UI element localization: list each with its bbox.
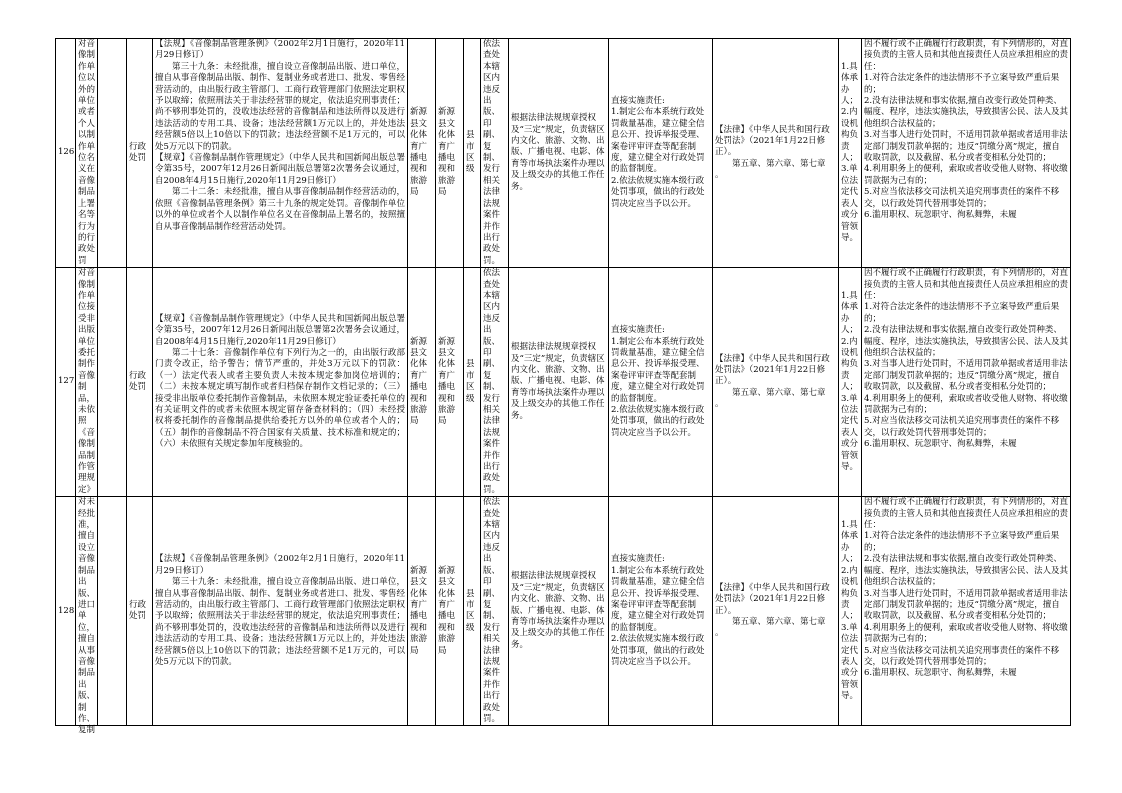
row-number: 127 (56, 268, 76, 497)
responsibility: 依法查处本辖区内违反出版、印刷、复制、发行相关法律法规案件并作出行政处罚。 (481, 497, 509, 726)
item-name: 对音像制作单位以外的单位或者个人以制作单位名义在音像制品上署名等行为的行政处罚 (76, 39, 98, 268)
liability-list: 因不履行或不正确履行行政职责，有下列情形的，对直接负责的主管人员和其他直接责任人员应承担相应的责任： 1.对符合法定条件的违法情形不予立案导致严重后果的； 2.没有法律法规和事实依据,擅自改变行政处罚种类、幅度、程序，违法实施执法，导致损害公民、法人及其他组织合法权益的； 3.对当事人进行处罚时，不适用罚款单据或者适用非法定部门制发罚款单据的；违反“罚缴分离”规定，擅自收取罚款，以及截留、私分或者变相私分处罚的； 4.利用职务上的便利，索取或者收受他人财物、将收缴罚款据为己有的； 5.对应当依法移交司法机关追究刑事责任的案件不移交，以行政处罚代替刑事处罚的； 6.滥用职权、玩忽职守、徇私舞弊，未履 (862, 497, 1071, 726)
liability-list: 因不履行或不正确履行行政职责，有下列情形的，对直接负责的主管人员和其他直接责任人员应承担相应的责任： 1.对符合法定条件的违法情形不予立案导致严重后果的； 2.没有法律法规和事实依据,擅自改变行政处罚种类、幅度、程序，违法实施执法，导致损害公民、法人及其他组织合法权益的； 3.对当事人进行处罚时，不适用罚款单据或者适用非法定部门制发罚款单据的；违反“罚缴分离”规定，擅自收取罚款，以及截留、私分或者变相私分处罚的； 4.利用职务上的便利，索取或者收受他人财物、将收缴罚款据为己有的； 5.对应当依法移交司法机关追究刑事责任的案件不移交，以行政处罚代替刑事处罚的； 6.滥用职权、玩忽职守、徇私舞弊，未履 (862, 39, 1071, 268)
implementing-org: 新源县文化体育广播电视和旅游局 (408, 268, 436, 497)
level: 县市区级 (464, 39, 481, 268)
responsible-org: 新源县文化体育广播电视和旅游局 (436, 268, 464, 497)
responsible-subject: 1.具体承办人；2.内设机构负责人；3.单位法定代表人或分管领导。 (839, 39, 862, 268)
table-row (56, 39, 1071, 268)
implementation-duty: 直接实施责任: 1.制定公布本系统行政处罚裁量基准，建立健全信息公开、投诉举报受理、案卷评审评查等配套制度，建立健全对行政处罚的监督制度。 2.依法依规实施本级行政处罚事项，做出的行政处罚决定应当予以公开。 (609, 497, 713, 726)
implementation-duty: 直接实施责任: 1.制定公布本系统行政处罚裁量基准，建立健全信息公开、投诉举报受理、案卷评审评查等配套制度，建立健全对行政处罚的监督制度。 2.依法依规实施本级行政处罚事项，做出的行政处罚决定应当予以公开。 (609, 39, 713, 268)
power-category: 行政处罚 (127, 39, 153, 268)
implementing-org: 新源县文化体育广播电视和旅游局 (408, 497, 436, 726)
org-duty: 根据法律法规规章授权及“三定”规定，负责辖区内文化、旅游、文物、出版、广播电视、电影、体育等市场执法案件办理以及上级交办的其他工作任务。 (509, 497, 609, 726)
responsible-subject: 1.具体承办人；2.内设机构负责人；3.单位法定代表人或分管领导。 (839, 497, 862, 726)
power-list-table (55, 38, 1071, 736)
sub-item (98, 497, 127, 726)
row-number: 126 (56, 39, 76, 268)
accountability-law: 【法律】《中华人民共和国行政处罚法》（2021年1月22日修正）。 第五章、第六章、第七章 。 (713, 268, 839, 497)
org-duty: 根据法律法规规章授权及“三定”规定，负责辖区内文化、旅游、文物、出版、广播电视、电影、体育等市场执法案件办理以及上级交办的其他工作任务。 (509, 268, 609, 497)
legal-basis: 【法规】《音像制品管理条例》（2002年2月1日施行，2020年11月29日修订） 第三十九条：未经批准，擅自设立音像制品出版、进口单位，擅自从事音像制品出版、制作、复制业务或者进口、批发、零售经营活动的，由出版行政主管部门、工商行政管理部门依照法定职权予以取缔；依照刑法关于非法经营罪的规定，依法追究刑事责任；尚不够刑事处罚的，没收违法经营的音像制品和违法所得以及进行违法活动的专用工具、设备；违法经营额1万元以上的，并处违法经营额5倍以上10倍以下的罚款；违法经营额不足1万元的，可以处5万元以下的罚款。 (153, 497, 408, 726)
item-name: 对未经批准，擅自设立音像制品出版、进口单位，擅自从事音像制品出版、制作、复制 (76, 497, 98, 726)
responsible-org: 新源县文化体育广播电视和旅游局 (436, 497, 464, 726)
responsible-org: 新源县文化体育广播电视和旅游局 (436, 39, 464, 268)
responsible-subject: 1.具体承办人；2.内设机构负责人；3.单位法定代表人或分管领导。 (839, 268, 862, 497)
item-name: 对音像制作单位接受非出版单位委托制作音像制品，未依照《音像制品制作管理规定》 (76, 268, 98, 497)
accountability-law: 【法律】《中华人民共和国行政处罚法》（2021年1月22日修正）。 第五章、第六章、第七章 。 (713, 39, 839, 268)
table-row (56, 268, 1071, 497)
org-duty: 根据法律法规规章授权及“三定”规定，负责辖区内文化、旅游、文物、出版、广播电视、电影、体育等市场执法案件办理以及上级交办的其他工作任务。 (509, 39, 609, 268)
level: 县市区级 (464, 268, 481, 497)
power-category: 行政处罚 (127, 268, 153, 497)
power-category: 行政处罚 (127, 497, 153, 726)
level: 县市区级 (464, 497, 481, 726)
responsibility: 依法查处本辖区内违反出版、印刷、复制、发行相关法律法规案件并作出行政处罚。 (481, 268, 509, 497)
sub-item (98, 39, 127, 268)
table-row (56, 497, 1071, 726)
legal-basis: 【规章】《音像制品制作管理规定》（中华人民共和国新闻出版总署令第35号，2007年12月26日新闻出版总署第2次署务会议通过，自2008年4月15日施行,2020年11月29日修订） 第二十七条：音像制作单位有下列行为之一的，由出版行政部门责令改正，给予警告；情节严重的，并处3万元以下的罚款：（一）法定代表人或者主要负责人未按本规定参加岗位培训的；（二）未按本规定填写制作或者归档保存制作文档记录的；（三）接受非出版单位委托制作音像制品，未依照本规定验证委托单位的有关证明文件的或者未依照本规定留存备查材料的；（四）未经授权将委托制作的音像制品提供给委托方以外的单位或者个人的；（五）制作的音像制品不符合国家有关质量、技术标准和规定的；（六）未依照有关规定参加年度核验的。 (153, 268, 408, 497)
legal-basis: 【法规】《音像制品管理条例》（2002年2月1日施行，2020年11月29日修订） 第三十九条：未经批准，擅自设立音像制品出版、进口单位，擅自从事音像制品出版、制作、复制业务或者进口、批发、零售经营活动的，由出版行政主管部门、工商行政管理部门依照法定职权予以取缔；依照刑法关于非法经营罪的规定，依法追究刑事责任；尚不够刑事处罚的，没收违法经营的音像制品和违法所得以及进行违法活动的专用工具、设备；违法经营额1万元以上的，并处违法经营额5倍以上10倍以下的罚款；违法经营额不足1万元的，可以处5万元以下的罚款。 【规章】《音像制品制作管理规定》（中华人民共和国新闻出版总署令第35号，2007年12月26日新闻出版总署第2次署务会议通过，自2008年4月15日施行,2020年11月29日修订） 第二十二条：未经批准，擅自从事音像制品制作经营活动的，依照《音像制品管理条例》第三十九条的规定处罚。音像制作单位以外的单位或者个人以制作单位名义在音像制品上署名的，按照擅自从事音像制品制作经营活动处罚。 (153, 39, 408, 268)
accountability-law: 【法律】《中华人民共和国行政处罚法》（2021年1月22日修正）。 第五章、第六章、第七章 。 (713, 497, 839, 726)
row-number: 128 (56, 497, 76, 726)
implementing-org: 新源县文化体育广播电视和旅游局 (408, 39, 436, 268)
responsibility: 依法查处本辖区内违反出版、印刷、复制、发行相关法律法规案件并作出行政处罚。 (481, 39, 509, 268)
sub-item (98, 268, 127, 497)
liability-list: 因不履行或不正确履行行政职责，有下列情形的，对直接负责的主管人员和其他直接责任人员应承担相应的责任： 1.对符合法定条件的违法情形不予立案导致严重后果的； 2.没有法律法规和事实依据,擅自改变行政处罚种类、幅度、程序，违法实施执法，导致损害公民、法人及其他组织合法权益的； 3.对当事人进行处罚时，不适用罚款单据或者适用非法定部门制发罚款单据的；违反“罚缴分离”规定，擅自收取罚款，以及截留、私分或者变相私分处罚的； 4.利用职务上的便利，索取或者收受他人财物、将收缴罚款据为己有的； 5.对应当依法移交司法机关追究刑事责任的案件不移交，以行政处罚代替刑事处罚的； 6.滥用职权、玩忽职守、徇私舞弊，未履 (862, 268, 1071, 497)
implementation-duty: 直接实施责任: 1.制定公布本系统行政处罚裁量基准，建立健全信息公开、投诉举报受理、案卷评审评查等配套制度，建立健全对行政处罚的监督制度。 2.依法依规实施本级行政处罚事项，做出的行政处罚决定应当予以公开。 (609, 268, 713, 497)
